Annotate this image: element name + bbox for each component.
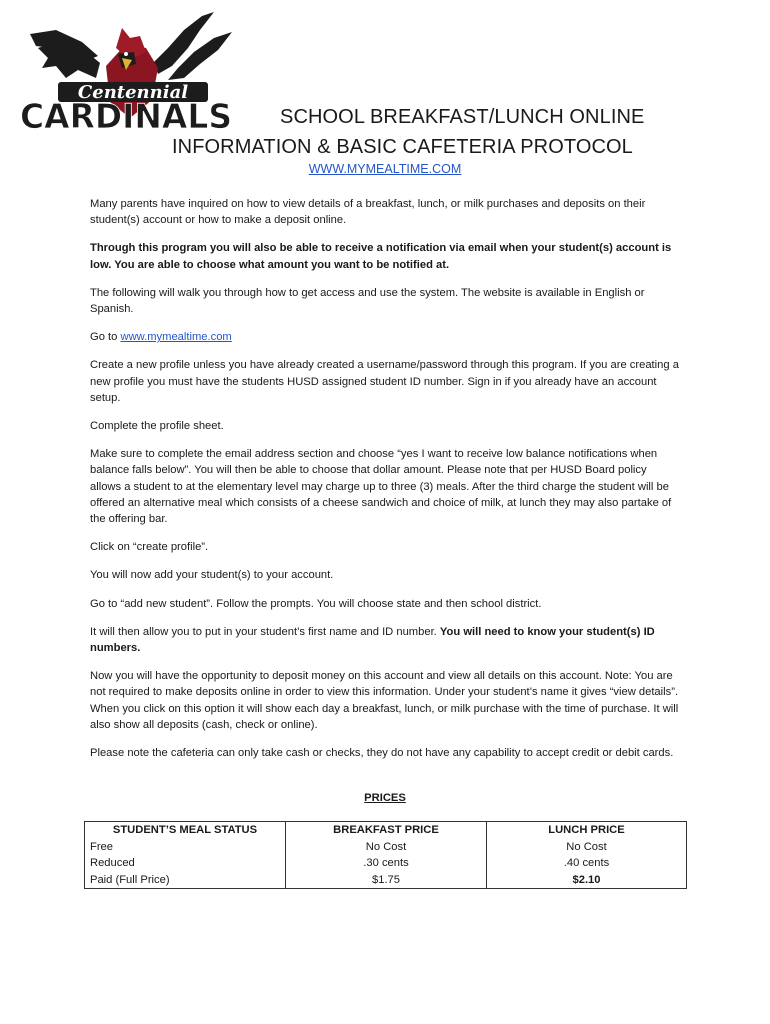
table-header-row (85, 822, 687, 839)
lunch-price: No Cost (487, 839, 687, 856)
column-header-status: STUDENT’S MEAL STATUS (85, 822, 286, 839)
table-row (85, 855, 687, 872)
paragraph: Go to “add new student”. Follow the prompts. You will choose state and then school district. (90, 597, 542, 610)
breakfast-price: .30 cents (286, 855, 487, 872)
table-row (85, 839, 687, 856)
column-header-breakfast: BREAKFAST PRICE (286, 822, 487, 839)
meal-status: Reduced (85, 855, 286, 872)
lunch-price: $2.10 (487, 872, 687, 889)
instructions-body (90, 196, 680, 773)
goto-prefix: Go to (90, 331, 121, 344)
breakfast-price: $1.75 (286, 872, 487, 889)
paragraph: Many parents have inquired on how to view details of a breakfast, lunch, or milk purchases and deposits on their student(s) account or how to make a deposit online. (90, 198, 646, 227)
paragraph: Click on “create profile”. (90, 541, 209, 554)
website-link[interactable]: WWW.MYMEALTIME.COM (308, 162, 462, 176)
paragraph: You will now add your student(s) to your account. (90, 569, 334, 582)
paragraph: The following will walk you through how to get access and use the system. The website is available in English or Spanish. (90, 286, 645, 316)
page-title-line1: SCHOOL BREAKFAST/LUNCH ONLINE (280, 106, 645, 128)
paragraph-notification: Through this program you will also be able to receive a notification via email when your student(s) account is low. You are able to choose what amount you want to be notified at. (90, 242, 672, 271)
logo-wordmark: CARDINALS (20, 97, 232, 136)
meal-status: Free (85, 839, 286, 856)
prices-table (84, 821, 687, 889)
page-title-line2: INFORMATION & BASIC CAFETERIA PROTOCOL (172, 136, 633, 158)
table-row (85, 872, 687, 889)
paragraph: Make sure to complete the email address section and choose “yes I want to receive low balance notifications when balance falls below”. You will then be able to choose that dollar amount. Please note that per HUSD Board policy allows a student to at the elementary level may charge up to three (3) meals. After the third charge the student will be offered an alternative meal which consists of a cheese sandwich and choice of milk, at lunch they may also partake of the offering bar. (90, 448, 672, 526)
paragraph (90, 624, 680, 656)
lunch-price: .40 cents (487, 855, 687, 872)
cardinals-logo (18, 8, 234, 136)
mymealtime-link[interactable]: www.mymealtime.com (120, 331, 232, 344)
paragraph: Now you will have the opportunity to deposit money on this account and view all details on this account. Note: You are not required to make deposits online in order to view this information. Under your student’s name it gives “view details”. When you click on this option it will show each day a breakfast, lunch, or milk purchase with the time of purchase. It will also show all deposits (cash, check or online). (90, 670, 679, 731)
paragraph-goto (90, 329, 680, 345)
logo-script-text: Centennial (77, 82, 189, 103)
paragraph: Create a new profile unless you have already created a username/password through this program. If you are creating a new profile you must have the students HUSD assigned student ID number. Sign in if you already have an account setup. (90, 359, 679, 404)
paragraph: Complete the profile sheet. (90, 420, 224, 433)
paragraph: Please note the cafeteria can only take cash or checks, they do not have any capability to accept credit or debit cards. (90, 747, 674, 760)
breakfast-price: No Cost (286, 839, 487, 856)
id-text: It will then allow you to put in your student’s first name and ID number. (90, 625, 440, 638)
column-header-lunch: LUNCH PRICE (487, 822, 687, 839)
meal-status: Paid (Full Price) (85, 872, 286, 889)
prices-heading: PRICES (364, 792, 406, 804)
id-bold-note: You will need to know your student(s) ID numbers. (90, 625, 655, 655)
